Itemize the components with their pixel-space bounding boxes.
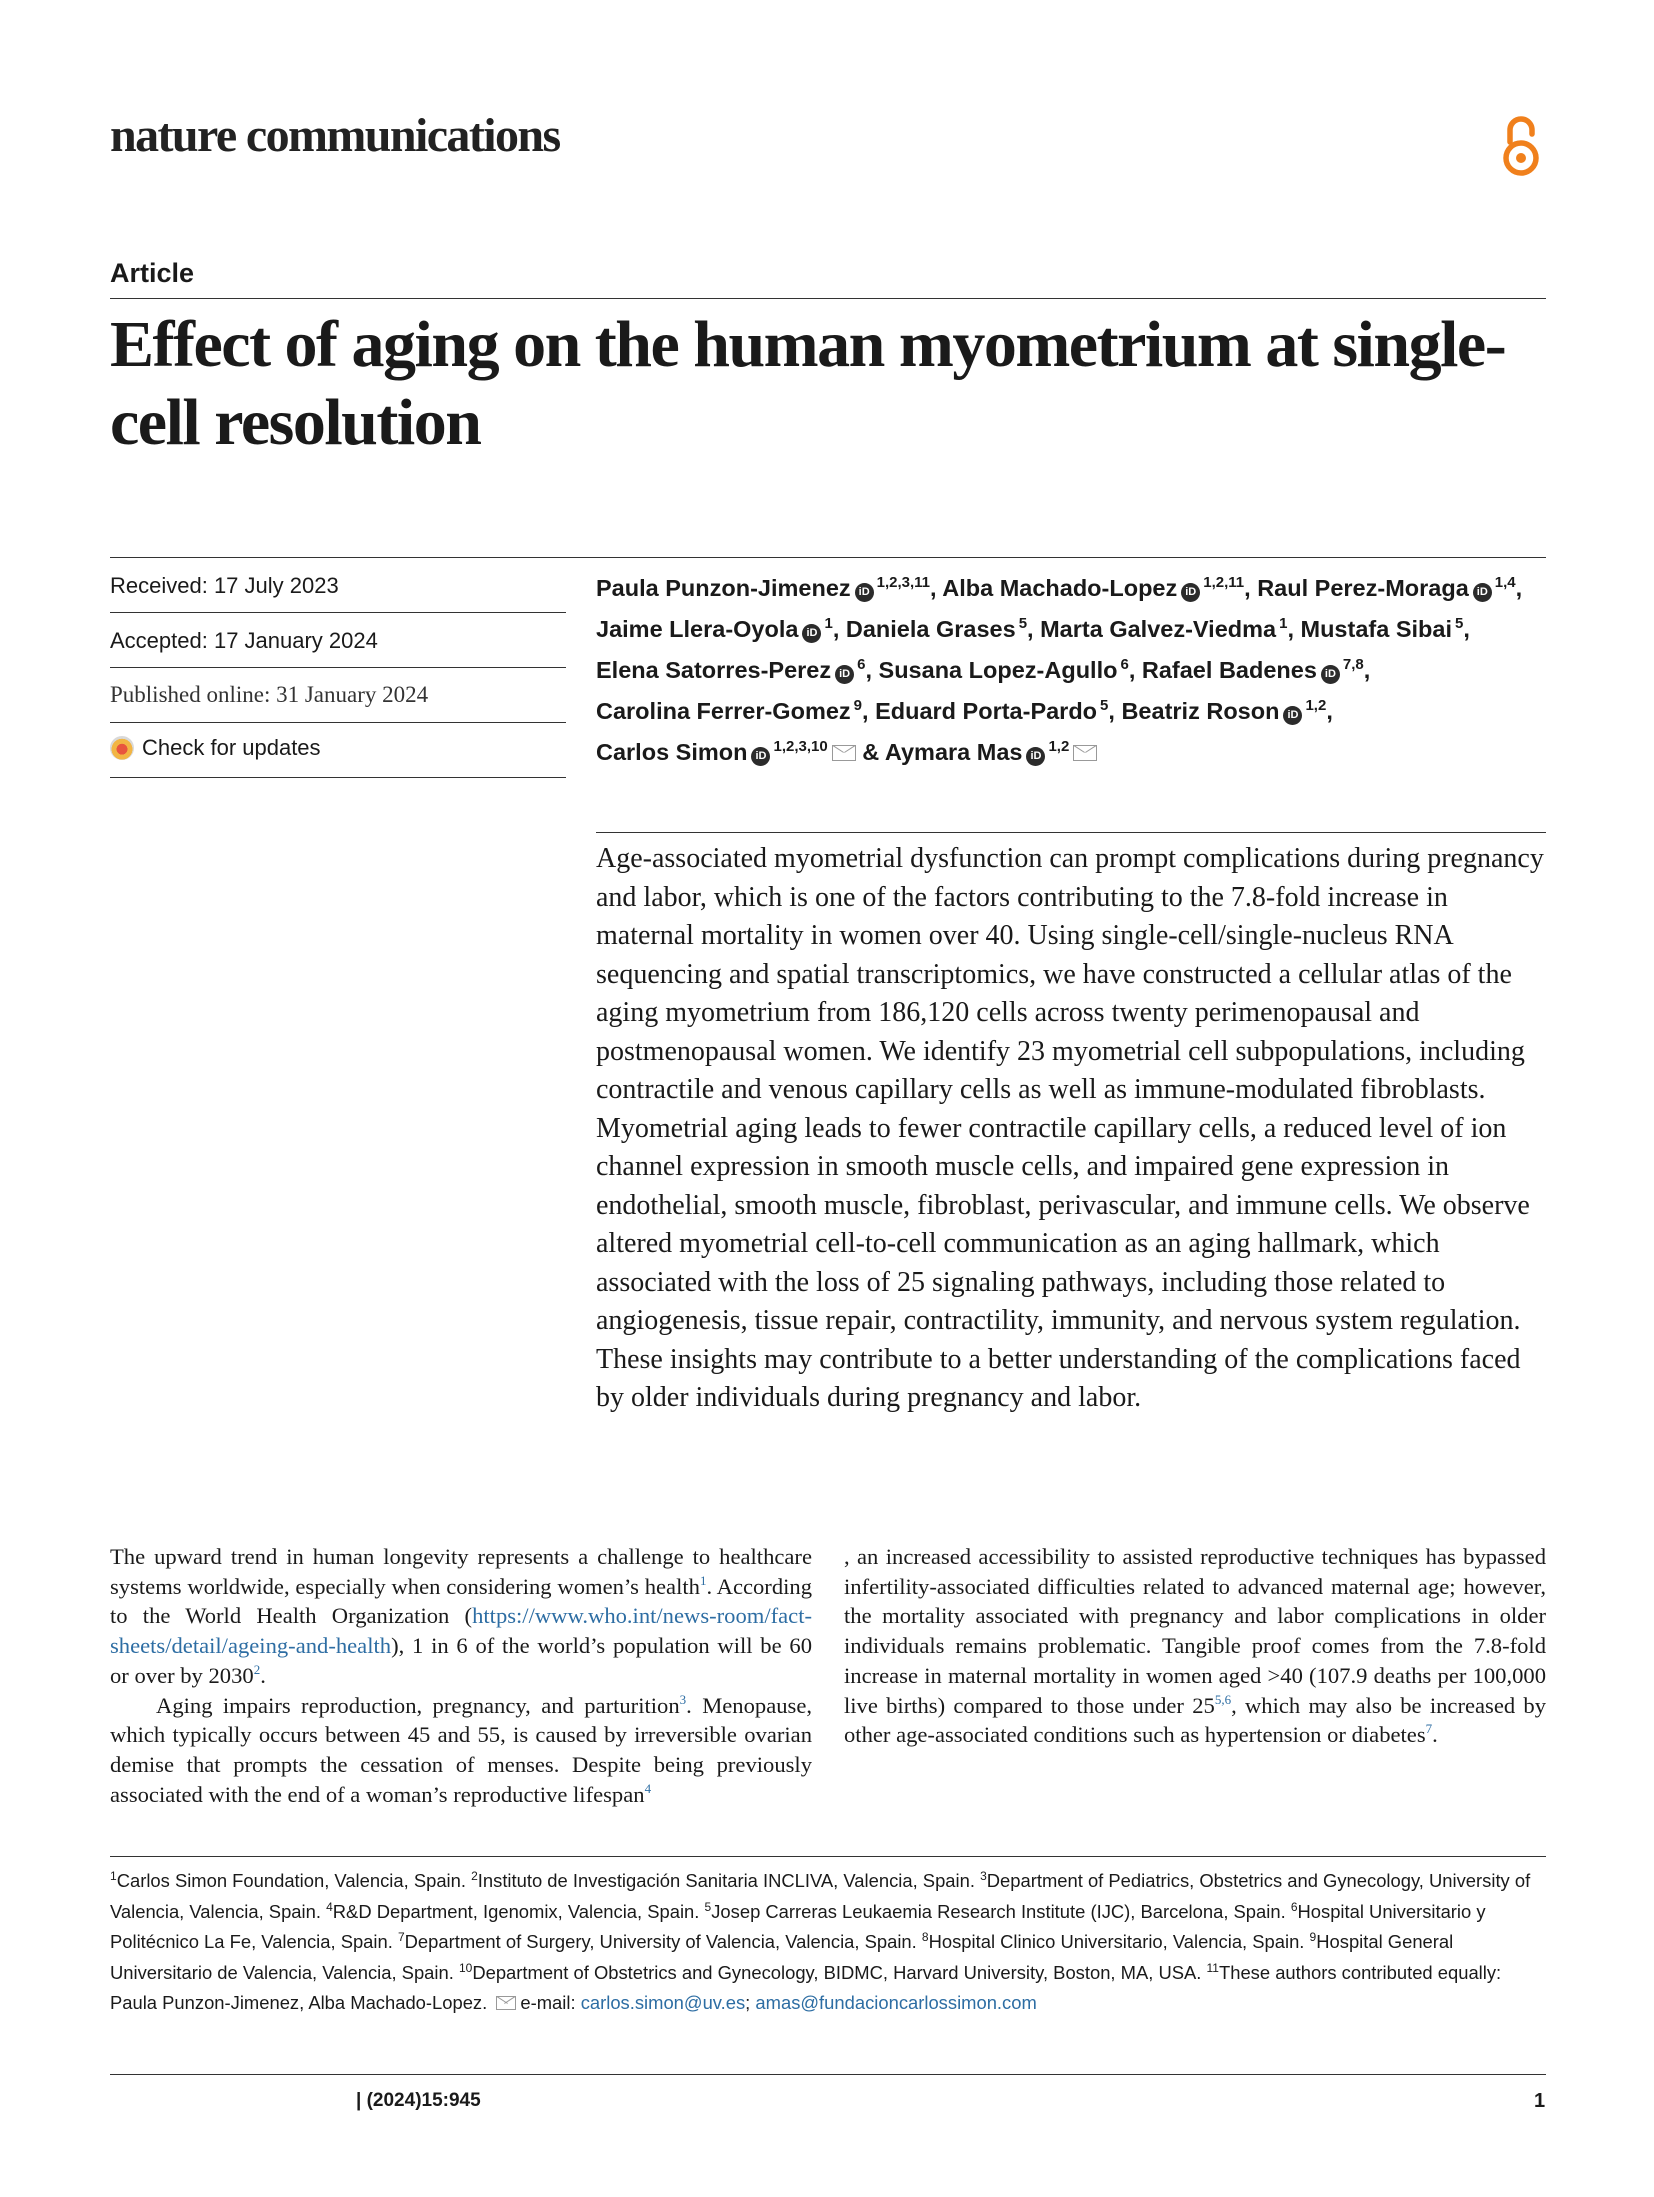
abstract-divider bbox=[596, 832, 1546, 833]
body-paragraph: Aging impairs reproduction, pregnancy, and parturition$^3$. Menopause, which typically occurs between 45 and 55, is caused by irreversible ovarian demise that prompts the cessation of menses. Despite being previously associated with the end of a woman’s reproductive lifespan$^4$ bbox=[110, 1691, 812, 1807]
author-entry bbox=[942, 575, 1250, 601]
published-date: Published online: 31 January 2024 bbox=[110, 682, 429, 707]
affiliation-superscript: 6 bbox=[1120, 656, 1129, 673]
abstract: Age-associated myometrial dysfunction can prompt complications during pregnancy and labor, which is one of the factors contributing to the 7.8-fold increase in maternal mortality in women over 40. Using single-cell/single-nucleus RNA sequencing and spatial transcriptomics, we have constructed a cellular atlas of the aging myometrium from 186,120 cells across twenty perimenopausal and postmenopausal women. We identify 23 myometrial cell subpopulations, including contractile and venous capillary cells as well as immune-modulated fibroblasts. Myometrial aging leads to fewer contractile capillary cells, a reduced level of ion channel expression in smooth muscle cells, and impaired gene expression in endothelial, smooth muscle, fibroblast, perivascular, and immune cells. We observe altered myometrial cell-to-cell communication as an aging hallmark, which associated with the loss of 25 signaling pathways, including those related to angiogenesis, tissue repair, contractility, immunity, and nervous system regulation. These insights may contribute to a better understanding of the complications faced by older individuals during pregnancy and labor. bbox=[596, 843, 1544, 1413]
citation-ref[interactable]: 1 bbox=[699, 1572, 707, 1588]
footer-divider bbox=[110, 2074, 1546, 2075]
author-separator: , bbox=[865, 657, 872, 683]
author-name[interactable]: Elena Satorres-Perez bbox=[596, 657, 832, 683]
author-entry bbox=[596, 698, 869, 724]
orcid-icon[interactable]: iD bbox=[1026, 747, 1045, 766]
affiliation-superscript: 6 bbox=[857, 656, 866, 673]
body-paragraph: The upward trend in human longevity represents a challenge to healthcare systems worldwide, especially when considering women’s health$^1$. According to the World Health Organization (https://www.who.int/news-room/fact-sheets/detail/ageing-and-health), 1 in 6 of the world’s population will be 60 or over by 2030$^2$. bbox=[110, 1544, 812, 1688]
orcid-icon[interactable]: iD bbox=[835, 665, 854, 684]
author-separator: & bbox=[855, 739, 880, 765]
orcid-icon[interactable]: iD bbox=[1283, 706, 1302, 725]
author-name[interactable]: Carlos Simon bbox=[596, 739, 748, 765]
body-column-right bbox=[844, 1542, 1546, 1750]
citation-ref[interactable]: 3 bbox=[679, 1691, 687, 1707]
affiliation-superscript: 5 bbox=[1100, 697, 1109, 714]
citation-ref[interactable]: 5,6 bbox=[1214, 1691, 1232, 1707]
author-entry bbox=[596, 657, 872, 683]
orcid-icon[interactable]: iD bbox=[1473, 583, 1492, 602]
author-separator: , bbox=[1463, 616, 1470, 642]
affiliation-superscript: 1,2 bbox=[1305, 697, 1327, 714]
email-icon[interactable] bbox=[832, 745, 856, 761]
who-url-link[interactable]: https://www.who.int/news-room/fact-sheets/detail/ageing-and-health bbox=[110, 1603, 812, 1659]
author-name[interactable]: Marta Galvez-Viedma bbox=[1040, 616, 1277, 642]
author-name[interactable]: Beatriz Roson bbox=[1121, 698, 1280, 724]
author-name[interactable]: Aymara Mas bbox=[884, 739, 1023, 765]
citation-ref[interactable]: 4 bbox=[644, 1780, 652, 1796]
author-name[interactable]: Paula Punzon-Jimenez bbox=[596, 575, 851, 601]
author-separator: , bbox=[832, 616, 840, 642]
author-separator: , bbox=[1108, 698, 1115, 724]
open-access-lock-icon bbox=[1496, 112, 1546, 182]
affiliation-superscript: 5 bbox=[1018, 615, 1028, 632]
author-entry bbox=[875, 698, 1115, 724]
orcid-icon[interactable]: iD bbox=[802, 624, 821, 643]
author-entry bbox=[596, 575, 937, 601]
author-entry bbox=[1301, 616, 1470, 642]
accepted-date: Accepted: 17 January 2024 bbox=[110, 628, 378, 653]
affiliation-superscript: 1 bbox=[1279, 615, 1288, 632]
info-divider bbox=[110, 557, 1546, 558]
affiliation-superscript: 1,2,3,11 bbox=[876, 574, 931, 591]
body-column-left bbox=[110, 1542, 812, 1809]
body-paragraph-continued: , an increased accessibility to assisted reproductive techniques has bypassed infertility-associated difficulties related to advanced maternal age; however, the mortality associated with pregnancy and labor complications in older individuals remains problematic. Tangible proof comes from the 7.8-fold increase in maternal mortality in women aged >40 (107.9 deaths per 100,000 live births) compared to those under 25$^{5,6}$, which may also be increased by other age-associated conditions such as hypertension or diabetes$^7$. bbox=[844, 1544, 1546, 1748]
side-divider bbox=[110, 667, 566, 668]
author-separator: , bbox=[1287, 616, 1294, 642]
affiliation-superscript: 1,4 bbox=[1494, 574, 1516, 591]
author-separator: , bbox=[1363, 657, 1371, 683]
orcid-icon[interactable]: iD bbox=[855, 583, 874, 602]
check-updates-icon bbox=[110, 736, 134, 760]
affiliation-superscript: 1,2,11 bbox=[1203, 574, 1245, 591]
side-divider bbox=[110, 612, 566, 613]
article-title: Effect of aging on the human myometrium at single-cell resolution bbox=[110, 308, 1506, 459]
author-separator: , bbox=[1244, 575, 1251, 601]
author-name[interactable]: Susana Lopez-Agullo bbox=[878, 657, 1118, 683]
affiliations: $^1$Carlos Simon Foundation, Valencia, Spain. $^2$Instituto de Investigación Sanitaria INCLIVA, Valencia, Spain. $^3$Department of Pediatrics, Obstetrics and Gynecology, University of Valencia, Valencia, Spain. $^4$R&D Department, Igenomix, Valencia, Spain. $^5$Josep Carreras Leukaemia Research Institute (IJC), Barcelona, Spain. $^6$Hospital Universitario y Politécnico La Fe, Valencia, Spain. $^7$Department of Surgery, University of Valencia, Valencia, Spain. $^8$Hospital Clinico Universitario, Valencia, Spain. $^9$Hospital General Universitario de Valencia, Valencia, Spain. $^{10}$Department of Obstetrics and Gynecology, BIDMC, Harvard University, Boston, MA, USA. $^{11}$These authors contributed equally: Paula Punzon-Jimenez, Alba Machado-Lopez. e-mail: carlos.simon@uv.es; amas@fundacioncarlossimon.com bbox=[110, 1869, 1531, 2013]
orcid-icon[interactable]: iD bbox=[1181, 583, 1200, 602]
author-entry bbox=[1121, 698, 1332, 724]
citation-ref[interactable]: 7 bbox=[1425, 1721, 1433, 1737]
author-list bbox=[596, 565, 1556, 770]
author-entry bbox=[1257, 575, 1522, 601]
email-icon[interactable] bbox=[1073, 745, 1097, 761]
article-citation: | (2024)15:945 bbox=[356, 2090, 481, 2111]
author-entry bbox=[879, 657, 1136, 683]
email-icon bbox=[496, 1996, 516, 2010]
author-name[interactable]: Eduard Porta-Pardo bbox=[875, 698, 1098, 724]
author-entry bbox=[885, 739, 1097, 765]
author-separator: , bbox=[1515, 575, 1523, 601]
affiliation-superscript: 1,2 bbox=[1048, 738, 1070, 755]
author-separator: , bbox=[862, 698, 869, 724]
author-entry bbox=[1142, 657, 1370, 683]
affiliation-superscript: 1,2,3,10 bbox=[773, 738, 828, 755]
author-name[interactable]: Carolina Ferrer-Gomez bbox=[596, 698, 851, 724]
page-number: 1 bbox=[1534, 2090, 1546, 2112]
title-divider bbox=[110, 298, 1546, 299]
orcid-icon[interactable]: iD bbox=[1321, 665, 1340, 684]
author-separator: , bbox=[930, 575, 937, 601]
side-divider bbox=[110, 777, 566, 778]
author-separator: , bbox=[1027, 616, 1034, 642]
check-for-updates-link[interactable] bbox=[110, 735, 566, 761]
affiliation-superscript: 7,8 bbox=[1342, 656, 1364, 673]
author-name[interactable]: Jaime Llera-Oyola bbox=[596, 616, 799, 642]
author-entry bbox=[846, 616, 1034, 642]
author-entry bbox=[596, 616, 839, 642]
journal-name: nature communications bbox=[110, 109, 560, 162]
affiliation-superscript: 5 bbox=[1454, 615, 1464, 632]
footnote-divider bbox=[110, 1856, 1546, 1857]
orcid-icon[interactable]: iD bbox=[751, 747, 770, 766]
author-separator: , bbox=[1326, 698, 1333, 724]
author-name[interactable]: Mustafa Sibai bbox=[1300, 616, 1452, 642]
author-name[interactable]: Alba Machado-Lopez bbox=[942, 575, 1178, 601]
author-name[interactable]: Rafael Badenes bbox=[1141, 657, 1317, 683]
author-separator: , bbox=[1128, 657, 1136, 683]
author-entry bbox=[596, 739, 879, 765]
received-date: Received: 17 July 2023 bbox=[110, 573, 339, 598]
article-type-label: Article bbox=[110, 258, 195, 288]
side-divider bbox=[110, 722, 566, 723]
citation-ref[interactable]: 2 bbox=[253, 1661, 261, 1677]
check-updates-label: Check for updates bbox=[142, 735, 321, 760]
email-link-carlos-simon[interactable]: carlos.simon@uv.es bbox=[580, 1992, 746, 2013]
author-name[interactable]: Daniela Grases bbox=[845, 616, 1016, 642]
author-entry bbox=[1040, 616, 1294, 642]
affiliation-superscript: 9 bbox=[853, 697, 862, 714]
affiliation-superscript: 1 bbox=[824, 615, 833, 632]
email-link-aymara-mas[interactable]: amas@fundacioncarlossimon.com bbox=[755, 1992, 1037, 2013]
author-name[interactable]: Raul Perez-Moraga bbox=[1257, 575, 1469, 601]
